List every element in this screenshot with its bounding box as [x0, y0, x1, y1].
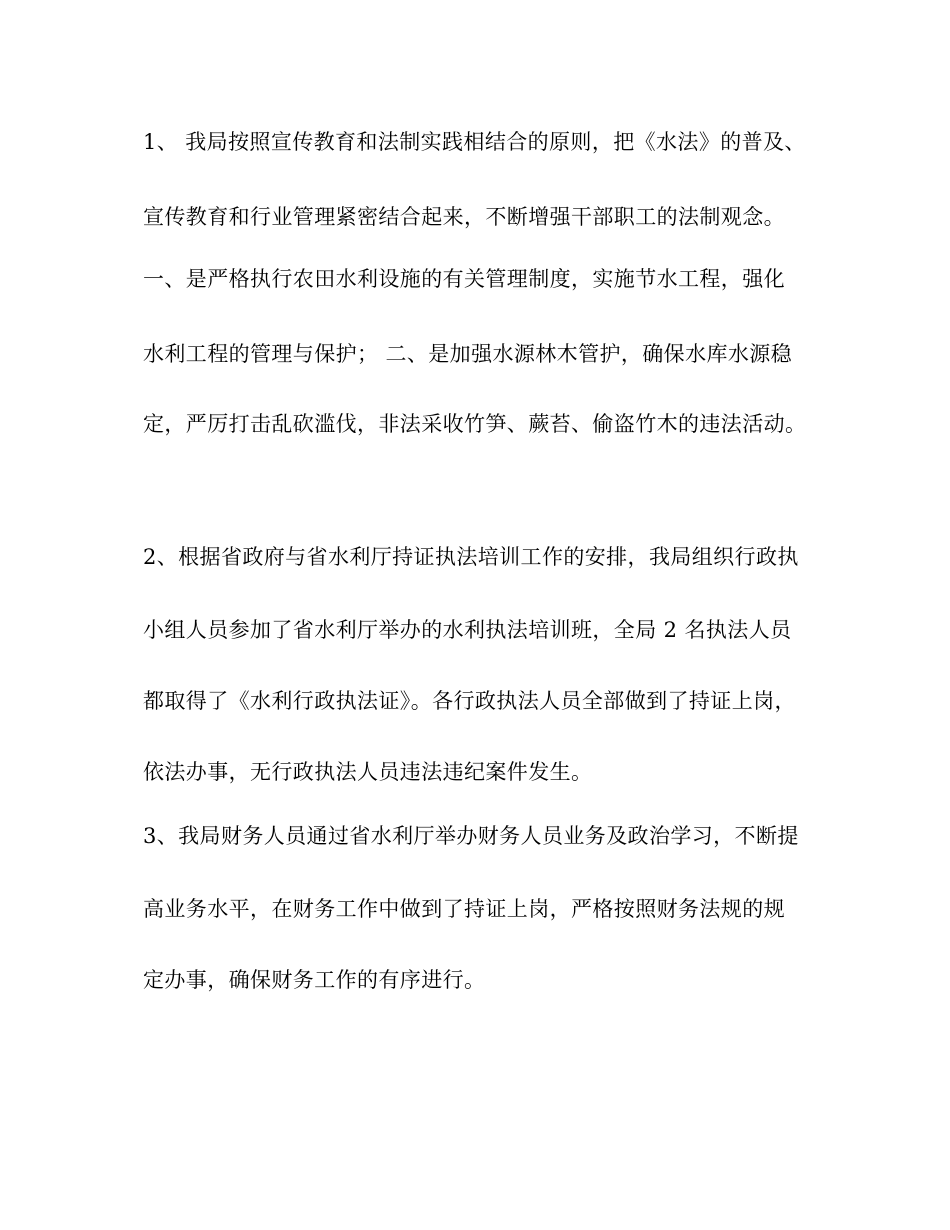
paragraph-2-line-1: 一、是严格执行农田水利设施的有关管理制度，实施节水工程，强化 [143, 267, 785, 291]
paragraph-4-line-3: 定办事，确保财务工作的有序进行。 [143, 968, 486, 992]
paragraph-1-line-1: 1、 我局按照宣传教育和法制实践相结合的原则，把《水法》的普及、 [143, 130, 806, 154]
paragraph-2-line-2: 水利工程的管理与保护； 二、是加强水源林木管护，确保水库水源稳 [143, 342, 793, 366]
paragraph-2-line-3: 定，严厉打击乱砍滥伐，非法采收竹笋、蕨苔、偷盗竹木的违法活动。 [143, 412, 807, 436]
paragraph-3-line-3: 都取得了《水利行政执法证》。各行政执法人员全部做到了持证上岗， [143, 689, 796, 713]
paragraph-3-line-1: 2、根据省政府与省水利厅持证执法培训工作的安排，我局组织行政执 [143, 545, 799, 569]
paragraph-3-line-2: 小组人员参加了省水利厅举办的水利执法培训班，全局 2 名执法人员 [143, 618, 792, 642]
paragraph-4-line-2: 高业务水平，在财务工作中做到了持证上岗，严格按照财务法规的规 [143, 897, 785, 921]
paragraph-3-line-4: 依法办事，无行政执法人员违法违纪案件发生。 [143, 760, 593, 784]
paragraph-1-line-2: 宣传教育和行业管理紧密结合起来，不断增强干部职工的法制观念。 [143, 205, 785, 229]
paragraph-4-line-1: 3、我局财务人员通过省水利厅举办财务人员业务及政治学习，不断提 [143, 824, 799, 848]
